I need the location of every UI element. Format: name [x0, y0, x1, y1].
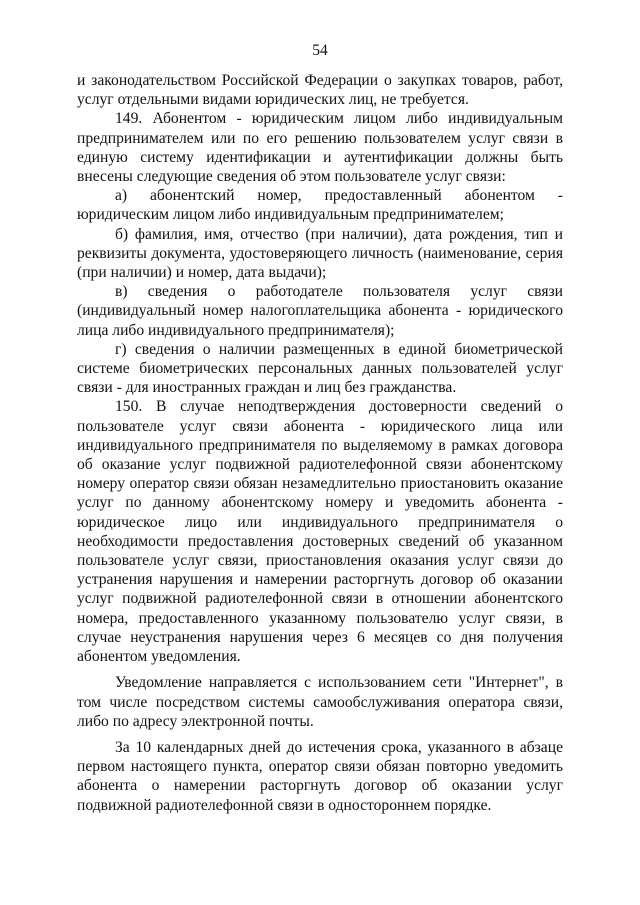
paragraph-item-a: а) абонентский номер, предоставленный абонентом - юридическим лицом либо индивидуальным предпринимателем;	[77, 187, 563, 224]
paragraph-repeat-notice: За 10 календарных дней до истечения срока, указанного в абзаце первом настоящего пункта, оператор связи обязан повторно уведомить абонента о намерении расторгнуть договор об оказании услуг подвижной радиотелефонной связи в одностороннем порядке.	[77, 738, 563, 814]
paragraph-continuation: и законодательством Российской Федерации о закупках товаров, работ, услуг отдельными видами юридических лиц, не требуется.	[77, 72, 563, 109]
paragraph-item-g: г) сведения о наличии размещенных в единой биометрической системе биометрических персональных данных пользователей услуг связи - для иностранных граждан и лиц без гражданства.	[77, 340, 563, 397]
page-number: 54	[312, 42, 328, 59]
paragraph-clause-150: 150. В случае неподтверждения достоверности сведений о пользователе услуг связи абонента - юридического лица или индивидуального предпринимателя по выделяемому в рамках договора об оказание услуг подвижной радиотелефонной связи абонентскому номеру оператор связи обязан незамедлительно приостановить оказание услуг по данному абонентскому номеру и уведомить абонента - юридическое лицо или индивидуального предпринимателя о необходимости предоставления достоверных сведений об указанном пользователе услуг связи, приостановления оказания услуг связи до устранения нарушения и намерении расторгнуть договор об оказании услуг подвижной радиотелефонной связи в отношении абонентского номера, предоставленного указанному пользователю услуг связи, в случае неустранения нарушения через 6 месяцев со дня получения абонентом уведомления.	[77, 398, 563, 666]
paragraph-item-v: в) сведения о работодателе пользователя услуг связи (индивидуальный номер налогоплательщика абонента - юридического лица либо индивидуального предпринимателя);	[77, 283, 563, 339]
paragraph-item-b: б) фамилия, имя, отчество (при наличии), дата рождения, тип и реквизиты документа, удостоверяющего личность (наименование, серия (при наличии) и номер, дата выдачи);	[77, 225, 563, 282]
paragraph-clause-149: 149. Абонентом - юридическим лицом либо индивидуальным предпринимателем или по его решению пользователем услуг связи в единую систему идентификации и аутентификации должны быть внесены следующие сведения об этом пользователе услуг связи:	[77, 110, 563, 186]
paragraph-notification: Уведомление направляется с использованием сети "Интернет", в том числе посредством системы самообслуживания оператора связи, либо по адресу электронной почты.	[77, 674, 563, 730]
document-body	[77, 71, 563, 815]
